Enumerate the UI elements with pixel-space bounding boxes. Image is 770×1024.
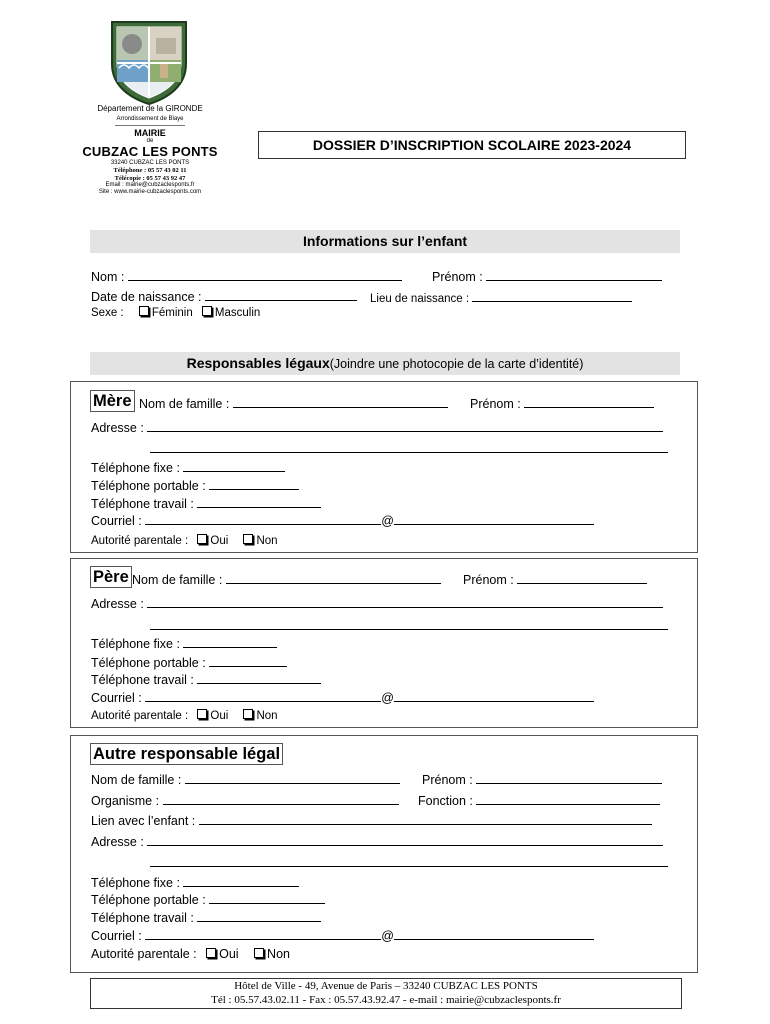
at-sign: @ <box>381 929 394 943</box>
autre-autorite-row <box>91 947 290 961</box>
autorite-label: Autorité parentale : <box>91 947 197 961</box>
at-sign: @ <box>381 691 394 705</box>
mairie-label: MAIRIE <box>134 128 166 139</box>
masculin-checkbox[interactable] <box>202 306 212 316</box>
mere-label: Mère <box>90 390 135 412</box>
tel-travail-label: Téléphone travail : <box>91 673 194 687</box>
autre-organisme-field[interactable] <box>163 792 399 805</box>
autre-oui-checkbox[interactable] <box>206 948 216 958</box>
mere-adresse-row <box>91 419 663 435</box>
footer-contact: Tél : 05.57.43.02.11 - Fax : 05.57.43.92.47 - e-mail : mairie@cubzaclesponts.fr <box>211 994 561 1006</box>
arrondissement: Arrondissement de Blaye <box>116 116 184 123</box>
autre-tel-portable-field[interactable] <box>209 891 325 904</box>
mere-prenom-row <box>470 395 654 411</box>
telecopie: Télécopie : 05 57 43 92 47 <box>114 174 186 182</box>
pere-courriel-field[interactable] <box>145 689 381 702</box>
pere-label: Père <box>90 566 132 588</box>
child-dob-row <box>91 288 357 304</box>
child-sexe-row <box>91 306 260 319</box>
child-section-heading <box>90 230 680 253</box>
pere-tel-fixe-field[interactable] <box>183 635 277 648</box>
organisme-label: Organisme : <box>91 794 160 808</box>
footer-address: Hôtel de Ville - 49, Avenue de Paris – 33240 CUBZAC LES PONTS <box>234 980 538 992</box>
pere-courriel-row <box>91 689 594 705</box>
prenom-field[interactable] <box>486 268 662 281</box>
pob-label: Lieu de naissance : <box>370 293 470 305</box>
autre-non-checkbox[interactable] <box>254 948 264 958</box>
autre-fonction-row <box>418 792 660 808</box>
child-heading-text: Informations sur l’enfant <box>302 233 468 249</box>
pere-prenom-field[interactable] <box>517 571 647 584</box>
pere-adresse-line-2[interactable] <box>150 629 668 630</box>
oui-label: Oui <box>210 710 229 722</box>
legal-heading-text: Responsables légaux <box>186 355 330 371</box>
nom-field[interactable] <box>128 268 402 281</box>
feminin-label: Féminin <box>151 307 193 319</box>
mere-nom-row <box>139 395 448 411</box>
document-title: DOSSIER D’INSCRIPTION SCOLAIRE 2023-2024 <box>258 131 686 159</box>
fonction-label: Fonction : <box>418 794 473 808</box>
tel-fixe-label: Téléphone fixe : <box>91 637 180 651</box>
courriel-label: Courriel : <box>91 691 142 705</box>
oui-label: Oui <box>210 535 229 547</box>
mere-tel-fixe-row <box>91 459 285 475</box>
mere-adresse-line-2[interactable] <box>150 452 668 453</box>
autre-nom-row <box>91 771 400 787</box>
pere-nom-field[interactable] <box>226 571 441 584</box>
mere-courriel-domain-field[interactable] <box>394 512 594 525</box>
oui-label: Oui <box>219 947 239 961</box>
mere-courriel-field[interactable] <box>145 512 381 525</box>
telephone: Téléphone : 05 57 43 02 11 <box>113 167 187 175</box>
town-name: CUBZAC LES PONTS <box>82 144 218 160</box>
pere-prenom-row <box>463 571 647 587</box>
sexe-label: Sexe : <box>91 307 124 319</box>
child-nom-row <box>91 268 402 284</box>
postal-address: 33240 CUBZAC LES PONTS <box>110 160 190 167</box>
department: Département de la GIRONDE <box>97 104 203 113</box>
pere-tel-travail-field[interactable] <box>197 671 321 684</box>
prenom-label: Prénom : <box>470 397 521 411</box>
tel-portable-label: Téléphone portable : <box>91 893 206 907</box>
at-sign: @ <box>381 514 394 528</box>
footer <box>90 978 682 1009</box>
website: Site : www.mairie-cubzaclesponts.com <box>98 188 202 195</box>
adresse-label: Adresse : <box>91 597 144 611</box>
mairie-info <box>60 104 240 196</box>
non-label: Non <box>256 535 278 547</box>
pob-field[interactable] <box>472 289 632 302</box>
tel-fixe-label: Téléphone fixe : <box>91 461 180 475</box>
pere-tel-portable-row <box>91 654 287 670</box>
autre-organisme-row <box>91 792 399 808</box>
pere-autorite-row <box>91 709 278 722</box>
adresse-label: Adresse : <box>91 421 144 435</box>
nom-famille-label: Nom de famille : <box>91 773 182 787</box>
mere-prenom-field[interactable] <box>524 395 654 408</box>
autre-nom-field[interactable] <box>185 771 400 784</box>
non-label: Non <box>267 947 290 961</box>
autre-adresse-line-2[interactable] <box>150 866 668 867</box>
autre-tel-travail-field[interactable] <box>197 909 321 922</box>
mere-oui-checkbox[interactable] <box>197 534 207 544</box>
mere-courriel-row <box>91 512 594 528</box>
autre-courriel-field[interactable] <box>145 927 381 940</box>
mere-tel-fixe-field[interactable] <box>183 459 285 472</box>
child-prenom-row <box>432 268 662 284</box>
mere-tel-portable-row <box>91 477 299 493</box>
autre-courriel-domain-field[interactable] <box>394 927 594 940</box>
nom-famille-label: Nom de famille : <box>139 397 230 411</box>
prenom-label: Prénom : <box>422 773 473 787</box>
autre-adresse-field[interactable] <box>147 833 663 846</box>
mere-tel-portable-field[interactable] <box>209 477 299 490</box>
pere-courriel-domain-field[interactable] <box>394 689 594 702</box>
child-pob-row <box>370 289 632 305</box>
pere-tel-travail-row <box>91 671 321 687</box>
autre-adresse-row <box>91 833 663 849</box>
tel-travail-label: Téléphone travail : <box>91 911 194 925</box>
pere-nom-row <box>132 571 441 587</box>
pere-tel-fixe-row <box>91 635 277 651</box>
autorite-label: Autorité parentale : <box>91 535 189 547</box>
autre-tel-travail-row <box>91 909 321 925</box>
prenom-label: Prénom : <box>432 270 483 284</box>
autre-courriel-row <box>91 927 594 943</box>
tel-fixe-label: Téléphone fixe : <box>91 876 180 890</box>
divider <box>115 125 185 126</box>
adresse-label: Adresse : <box>91 835 144 849</box>
mere-non-checkbox[interactable] <box>243 534 253 544</box>
autre-prenom-field[interactable] <box>476 771 662 784</box>
tel-travail-label: Téléphone travail : <box>91 497 194 511</box>
mere-nom-field[interactable] <box>233 395 448 408</box>
masculin-label: Masculin <box>214 307 261 319</box>
lien-label: Lien avec l’enfant : <box>91 814 196 828</box>
autre-fonction-field[interactable] <box>476 792 660 805</box>
legal-section-heading <box>90 352 680 375</box>
mere-autorite-row <box>91 534 278 547</box>
autre-tel-fixe-field[interactable] <box>183 874 299 887</box>
email: Email : mairie@cubzaclesponts.fr <box>105 182 195 189</box>
mere-adresse-field[interactable] <box>147 419 663 432</box>
tel-portable-label: Téléphone portable : <box>91 656 206 670</box>
de-label: de <box>146 138 154 145</box>
autre-lien-row <box>91 812 652 828</box>
mere-tel-travail-row <box>91 495 321 511</box>
autre-label: Autre responsable légal <box>90 743 283 765</box>
nom-label: Nom : <box>91 270 125 284</box>
tel-portable-label: Téléphone portable : <box>91 479 206 493</box>
dob-label: Date de naissance : <box>91 290 202 304</box>
autorite-label: Autorité parentale : <box>91 710 189 722</box>
mere-tel-travail-field[interactable] <box>197 495 321 508</box>
courriel-label: Courriel : <box>91 929 142 943</box>
nom-famille-label: Nom de famille : <box>132 573 223 587</box>
non-label: Non <box>256 710 278 722</box>
legal-heading-note: (Joindre une photocopie de la carte d’identité) <box>329 357 584 371</box>
feminin-checkbox[interactable] <box>139 306 149 316</box>
dob-field[interactable] <box>205 288 357 301</box>
courriel-label: Courriel : <box>91 514 142 528</box>
pere-adresse-field[interactable] <box>147 595 663 608</box>
pere-tel-portable-field[interactable] <box>209 654 287 667</box>
pere-oui-checkbox[interactable] <box>197 709 207 719</box>
autre-prenom-row <box>422 771 662 787</box>
prenom-label: Prénom : <box>463 573 514 587</box>
autre-lien-field[interactable] <box>199 812 652 825</box>
pere-adresse-row <box>91 595 663 611</box>
pere-non-checkbox[interactable] <box>243 709 253 719</box>
autre-tel-portable-row <box>91 891 325 907</box>
autre-tel-fixe-row <box>91 874 299 890</box>
town-crest-logo <box>108 18 190 106</box>
